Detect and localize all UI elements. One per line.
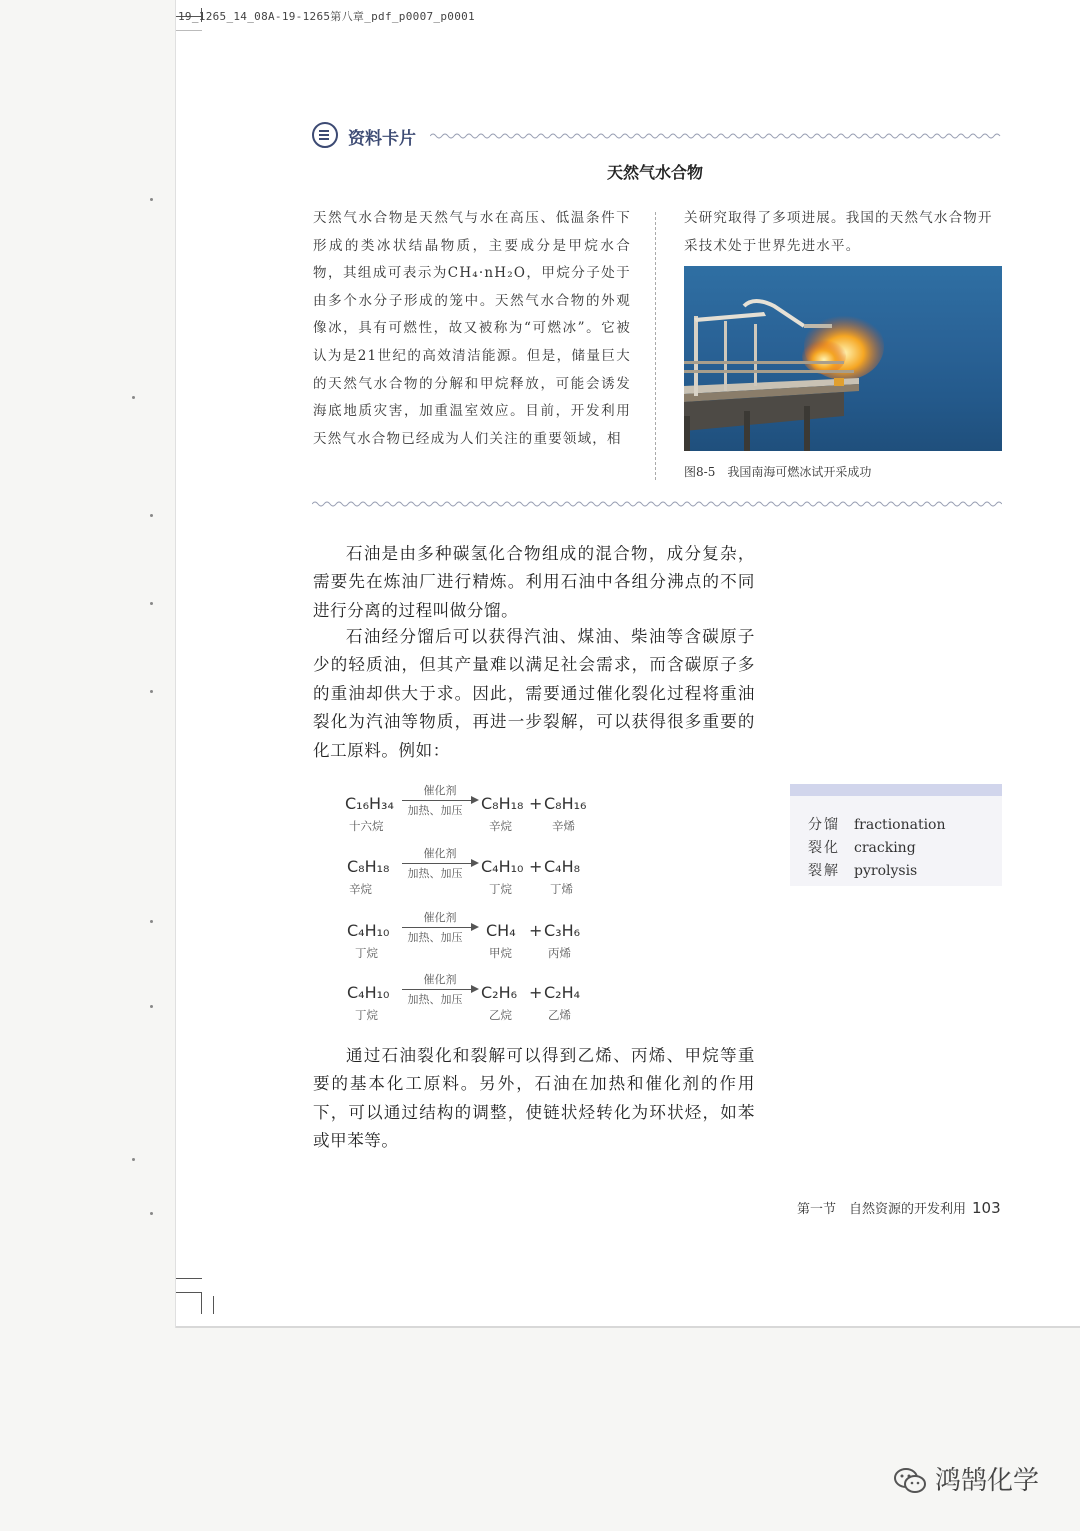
equation-1	[345, 784, 645, 838]
reactant: C₁₆H₃₄	[345, 794, 394, 813]
catalyst-label: 催化剂	[423, 973, 457, 986]
paragraph-cracking: 石油经分馏后可以获得汽油、煤油、柴油等含碳原子少的轻质油，但其产量难以满足社会需求，而含碳原子多的重油却供大于求。因此，需要通过催化裂化过程将重油裂化为汽油等物质，再进一步裂解，可以获得很多重要的化工原料。例如：	[313, 627, 755, 760]
product-2-name: 丙烯	[548, 946, 571, 960]
glossary-term-en: cracking	[854, 840, 916, 856]
equation-2	[345, 847, 645, 901]
reactant-name: 十六烷	[349, 819, 384, 833]
glossary-term-zh: 裂化	[808, 840, 840, 856]
catalyst-label: 催化剂	[423, 847, 457, 860]
crop-mark	[176, 1292, 202, 1293]
wechat-icon	[893, 1466, 927, 1496]
product-2: C₄H₈	[544, 857, 581, 876]
crop-mark	[176, 1278, 202, 1279]
reaction-arrow	[402, 863, 477, 864]
page-footer	[797, 1198, 1001, 1217]
glossary-term-en: fractionation	[854, 817, 946, 833]
glossary-item	[808, 814, 946, 834]
reaction-arrow	[402, 800, 477, 801]
product-2: C₈H₁₆	[544, 794, 587, 813]
document-icon	[312, 122, 338, 148]
product-1: C₈H₁₈	[481, 794, 524, 813]
reactant-name: 丁烷	[355, 1008, 378, 1022]
wavy-divider	[430, 132, 1002, 140]
product-1: CH₄	[486, 921, 516, 940]
catalyst-label: 催化剂	[423, 784, 457, 797]
flare-platform-photo	[684, 266, 1002, 451]
info-card-text-right: 关研究取得了多项进展。我国的天然气水合物开采技术处于世界先进水平。	[684, 210, 993, 254]
condition-label: 加热、加压	[407, 993, 463, 1006]
scan-dot	[150, 690, 153, 693]
glossary-header-bar	[790, 784, 1002, 796]
condition-label: 加热、加压	[407, 867, 463, 880]
catalyst-label: 催化剂	[423, 911, 457, 924]
plus-sign: +	[529, 857, 543, 876]
reactant-name: 丁烷	[355, 946, 378, 960]
product-1-name: 乙烷	[489, 1008, 512, 1022]
product-2-name: 乙烯	[548, 1008, 571, 1022]
equation-4	[345, 973, 645, 1027]
page-number: 103	[972, 1199, 1001, 1217]
reactant: C₈H₁₈	[347, 857, 390, 876]
figure-caption: 图8-5 我国南海可燃冰试开采成功	[684, 465, 872, 479]
product-2-name: 丁烯	[550, 882, 573, 896]
scan-dot	[150, 1005, 153, 1008]
crop-mark	[176, 30, 202, 31]
product-1-name: 丁烷	[489, 882, 512, 896]
condition-label: 加热、加压	[407, 804, 463, 817]
product-2-name: 辛烯	[552, 819, 575, 833]
scan-dot	[132, 1158, 135, 1161]
paragraph-fractionation: 石油是由多种碳氢化合物组成的混合物，成分复杂，需要先在炼油厂进行精炼。利用石油中各组分沸点的不同进行分离的过程叫做分馏。	[313, 544, 755, 620]
equation-3	[345, 911, 645, 965]
scan-dot	[150, 1212, 153, 1215]
plus-sign: +	[529, 921, 543, 940]
product-2: C₂H₄	[544, 983, 581, 1002]
glossary-term-zh: 裂解	[808, 863, 840, 879]
scan-dot	[150, 920, 153, 923]
product-1: C₄H₁₀	[481, 857, 524, 876]
column-divider	[655, 212, 656, 480]
wavy-divider	[312, 500, 1002, 508]
product-1-name: 辛烷	[489, 819, 512, 833]
reaction-arrow	[402, 989, 477, 990]
reaction-arrow	[402, 927, 477, 928]
watermark-text: 鸿鹄化学	[935, 1466, 1040, 1496]
plus-sign: +	[529, 794, 543, 813]
crop-mark	[213, 1296, 214, 1314]
product-1-name: 甲烷	[489, 946, 512, 960]
info-card-header	[312, 120, 1002, 154]
product-1: C₂H₆	[481, 983, 518, 1002]
reactant: C₄H₁₀	[347, 921, 390, 940]
product-2: C₃H₆	[544, 921, 581, 940]
scan-dot	[150, 602, 153, 605]
plus-sign: +	[529, 983, 543, 1002]
scan-dot	[150, 514, 153, 517]
glossary-term-en: pyrolysis	[854, 863, 918, 879]
glossary-item	[808, 860, 917, 880]
reactant-name: 辛烷	[349, 882, 372, 896]
crop-mark	[201, 1292, 202, 1314]
info-card-label: 资料卡片	[348, 129, 416, 149]
reactant: C₄H₁₀	[347, 983, 390, 1002]
paragraph-products: 通过石油裂化和裂解可以得到乙烯、丙烯、甲烷等重要的基本化工原料。另外，石油在加热和催化剂的作用下，可以通过结构的调整，使链状烃转化为环状烃，如苯或甲苯等。	[313, 1046, 755, 1151]
page-left-edge	[175, 0, 176, 1328]
info-card-text-left: 天然气水合物是天然气与水在高压、低温条件下形成的类冰状结晶物质，主要成分是甲烷水合物，其组成可表示为CH₄·nH₂O，甲烷分子处于由多个水分子形成的笼中。天然气水合物的外观像冰，具有可燃性，故又被称为“可燃冰”。它被认为是21世纪的高效清洁能源。但是，储量巨大的天然气水合物的分解和甲烷释放，可能会诱发海底地质灾害，加重温室效应。目前，开发利用天然气水合物已经成为人们关注的重要领域，相	[313, 210, 631, 447]
info-card-title: 天然气水合物	[606, 163, 703, 182]
scan-dot	[150, 198, 153, 201]
platform-illustration	[684, 266, 1002, 451]
glossary-box	[790, 784, 1002, 886]
footer-section-title: 第一节 自然资源的开发利用	[797, 1202, 967, 1217]
condition-label: 加热、加压	[407, 931, 463, 944]
glossary-term-zh: 分馏	[808, 817, 840, 833]
scan-dot	[132, 396, 135, 399]
file-header-label: 19_1265_14_08A-19-1265第八章_pdf_p0007_p0001	[178, 10, 475, 23]
page-bottom-edge	[176, 1326, 1080, 1328]
glossary-item	[808, 837, 916, 857]
